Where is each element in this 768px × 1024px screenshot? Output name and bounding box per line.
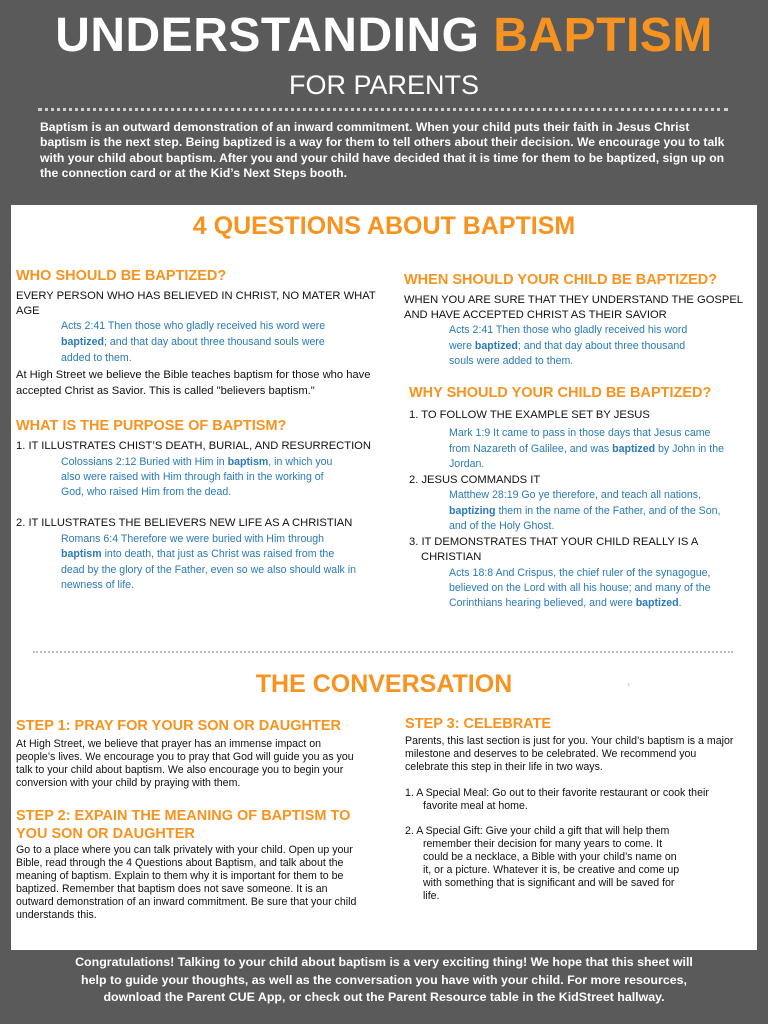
when-line-2: AND HAVE ACCEPTED CHRIST AS THEIR SAVIOR <box>404 309 667 321</box>
footer-line-1: Congratulations! Talking to your child about baptism is a very exciting thing! We hope that this sheet will <box>75 955 693 969</box>
conversation-heading: THE CONVERSATION <box>255 670 513 698</box>
footer-line-2: help to guide your thoughts, as well as the conversation you have with your child. For more resources, <box>81 972 687 987</box>
step-3-line-2: milestone and deserves to be celebrated. We recommend you <box>405 748 697 760</box>
step-2-heading-line-1: STEP 2: EXPAIN THE MEANING OF BAPTISM TO <box>16 808 351 824</box>
who-verse-line-1: Acts 2:41 Then those who gladly received his word were <box>61 320 326 332</box>
who-note-1: At High Street we believe the Bible teaches baptism for those who have <box>16 369 371 381</box>
page-title: UNDERSTANDING BAPTISM <box>55 9 713 62</box>
step-2-line-5: outward demonstration of an inward commitment. Be sure that your child <box>16 896 357 908</box>
step-3-line-1: Parents, this last section is just for you. Your child’s baptism is a major <box>405 735 734 747</box>
step-2-heading-line-2: YOU SON OR DAUGHTER <box>16 826 195 842</box>
purpose-verse-1-line-2: also were raised with Him through faith in the working of <box>61 471 324 483</box>
gift-item-line-4: it, or a picture. Whatever it is, be creative and come up <box>423 864 680 876</box>
purpose-verse-2-line-2: baptism into death, that just as Christ was raised from the <box>61 548 335 560</box>
gift-item-line-5: with something that is significant and will be saved for <box>423 877 675 889</box>
who-verse-line-3: added to them. <box>61 352 132 364</box>
page-subtitle: FOR PARENTS <box>288 70 479 100</box>
who-note-2: accepted Christ as Savior. This is called "believers baptism." <box>16 385 315 397</box>
intro-paragraph: Baptism is an outward demonstration of an inward commitment. When your child puts their faith in Jesus Christ baptism is the next step. Being baptized is a way for them to tell others about their decision. We encourage you to talk with your child about baptism. After you and your child have decided that it is time for them to be baptized, sign up on the connection card or at the Kid’s Next Steps booth. <box>40 120 725 180</box>
stray-mark: › <box>627 679 630 689</box>
why-verse-2-line-1: Matthew 28:19 Go ye therefore, and teach all nations, <box>449 489 702 501</box>
why-verse-3-line-1: Acts 18:8 And Crispus, the chief ruler of the synagogue, <box>449 567 711 579</box>
why-verse-1-line-2: from Nazareth of Galilee, and was baptized by John in the <box>449 443 724 455</box>
when-line-1: WHEN YOU ARE SURE THAT THEY UNDERSTAND THE GOSPEL <box>404 294 744 306</box>
step-2-line-6: understands this. <box>16 909 97 921</box>
why-item-2: 2. JESUS COMMANDS IT <box>409 474 541 486</box>
step-3-line-3: celebrate this step in their life in two ways. <box>405 761 603 773</box>
why-item-1: 1. TO FOLLOW THE EXAMPLE SET BY JESUS <box>409 409 650 421</box>
step-2-line-4: baptized. Remember that baptism does not save someone. It is an <box>16 883 328 895</box>
step-2-line-3: meaning of baptism. Explain to them why it is important for them to be <box>16 870 344 882</box>
step-1-line-4: conversion with your child by praying with them. <box>16 777 241 789</box>
header <box>0 0 768 200</box>
footer-message <box>30 954 738 1007</box>
step-1-heading: STEP 1: PRAY FOR YOUR SON OR DAUGHTER <box>16 718 341 734</box>
why-item-3-line-2: CHRISTIAN <box>421 551 482 563</box>
gift-item-line-2: remember their decision for many years to come. It <box>423 838 663 850</box>
questions-heading: 4 QUESTIONS ABOUT BAPTISM <box>192 212 576 240</box>
why-verse-2-line-2: baptizing them in the name of the Father, and of the Son, <box>449 505 721 517</box>
header-divider <box>38 108 728 111</box>
step-2-line-1: Go to a place where you can talk privately with your child. Open up your <box>16 844 353 856</box>
who-verse-line-2: baptized; and that day about three thousand souls were <box>61 336 325 348</box>
meal-item-line-2: favorite meal at home. <box>423 800 528 812</box>
why-verse-1-line-3: Jordan. <box>449 458 485 470</box>
step-1-line-3: talk to your child about baptism. We also encourage you to begin your <box>16 764 344 776</box>
content-panel <box>11 205 757 950</box>
step-1-line-2: people’s lives. We encourage you to pray that God will guide you as you <box>16 751 354 763</box>
purpose-verse-2-line-1: Romans 6:4 Therefore we were buried with Him through <box>61 533 325 545</box>
gift-item-line-6: life. <box>423 890 440 902</box>
step-2-line-2: Bible, read through the 4 Questions about Baptism, and talk about the <box>16 857 344 869</box>
why-heading: WHY SHOULD YOUR CHILD BE BAPTIZED? <box>409 385 712 401</box>
why-verse-3-line-3: Corinthians hearing believed, and were baptized. <box>449 597 682 609</box>
when-heading: WHEN SHOULD YOUR CHILD BE BAPTIZED? <box>404 272 718 288</box>
why-verse-2-line-3: and of the Holy Ghost. <box>449 520 555 532</box>
who-line-2: AGE <box>16 305 40 317</box>
step-1-line-1: At High Street, we believe that prayer has an immense impact on <box>16 738 322 750</box>
section-divider <box>33 651 733 653</box>
when-verse-line-2: were baptized; and that day about three thousand <box>449 340 686 352</box>
gift-item-line-3: could be a necklace, a Bible with your child’s name on <box>423 851 677 863</box>
purpose-verse-2-line-3: dead by the glory of the Father, even so we also should walk in <box>61 564 357 576</box>
purpose-item-1: 1. IT ILLUSTRATES CHIST’S DEATH, BURIAL, AND RESURRECTION <box>16 440 371 452</box>
purpose-verse-1-line-1: Colossians 2:12 Buried with Him in baptism, in which you <box>61 456 333 468</box>
gift-item-line-1: 2. A Special Gift: Give your child a gift that will help them <box>405 825 670 837</box>
who-heading: WHO SHOULD BE BAPTIZED? <box>16 268 227 284</box>
who-line-1: EVERY PERSON WHO HAS BELIEVED IN CHRIST, NO MATER WHAT <box>16 290 376 302</box>
purpose-item-2: 2. IT ILLUSTRATES THE BELIEVERS NEW LIFE AS A CHRISTIAN <box>16 517 353 529</box>
purpose-heading: WHAT IS THE PURPOSE OF BAPTISM? <box>16 418 287 434</box>
why-verse-3-line-2: believed on the Lord with all his house; and many of the <box>449 582 711 594</box>
when-verse-line-3: souls were added to them. <box>449 355 574 367</box>
footer-line-3: download the Parent CUE App, or check out the Parent Resource table in the KidStreet hallway. <box>103 990 665 1004</box>
why-verse-1-line-1: Mark 1:9 It came to pass in those days that Jesus came <box>449 427 711 439</box>
meal-item-line-1: 1. A Special Meal: Go out to their favorite restaurant or cook their <box>405 787 709 799</box>
when-verse-line-1: Acts 2:41 Then those who gladly received his word <box>449 324 688 336</box>
why-item-3-line-1: 3. IT DEMONSTRATES THAT YOUR CHILD REALLY IS A <box>409 536 699 548</box>
step-3-heading: STEP 3: CELEBRATE <box>405 716 552 732</box>
purpose-verse-2-line-4: newness of life. <box>61 579 135 591</box>
purpose-verse-1-line-3: God, who raised Him from the dead. <box>61 486 232 498</box>
